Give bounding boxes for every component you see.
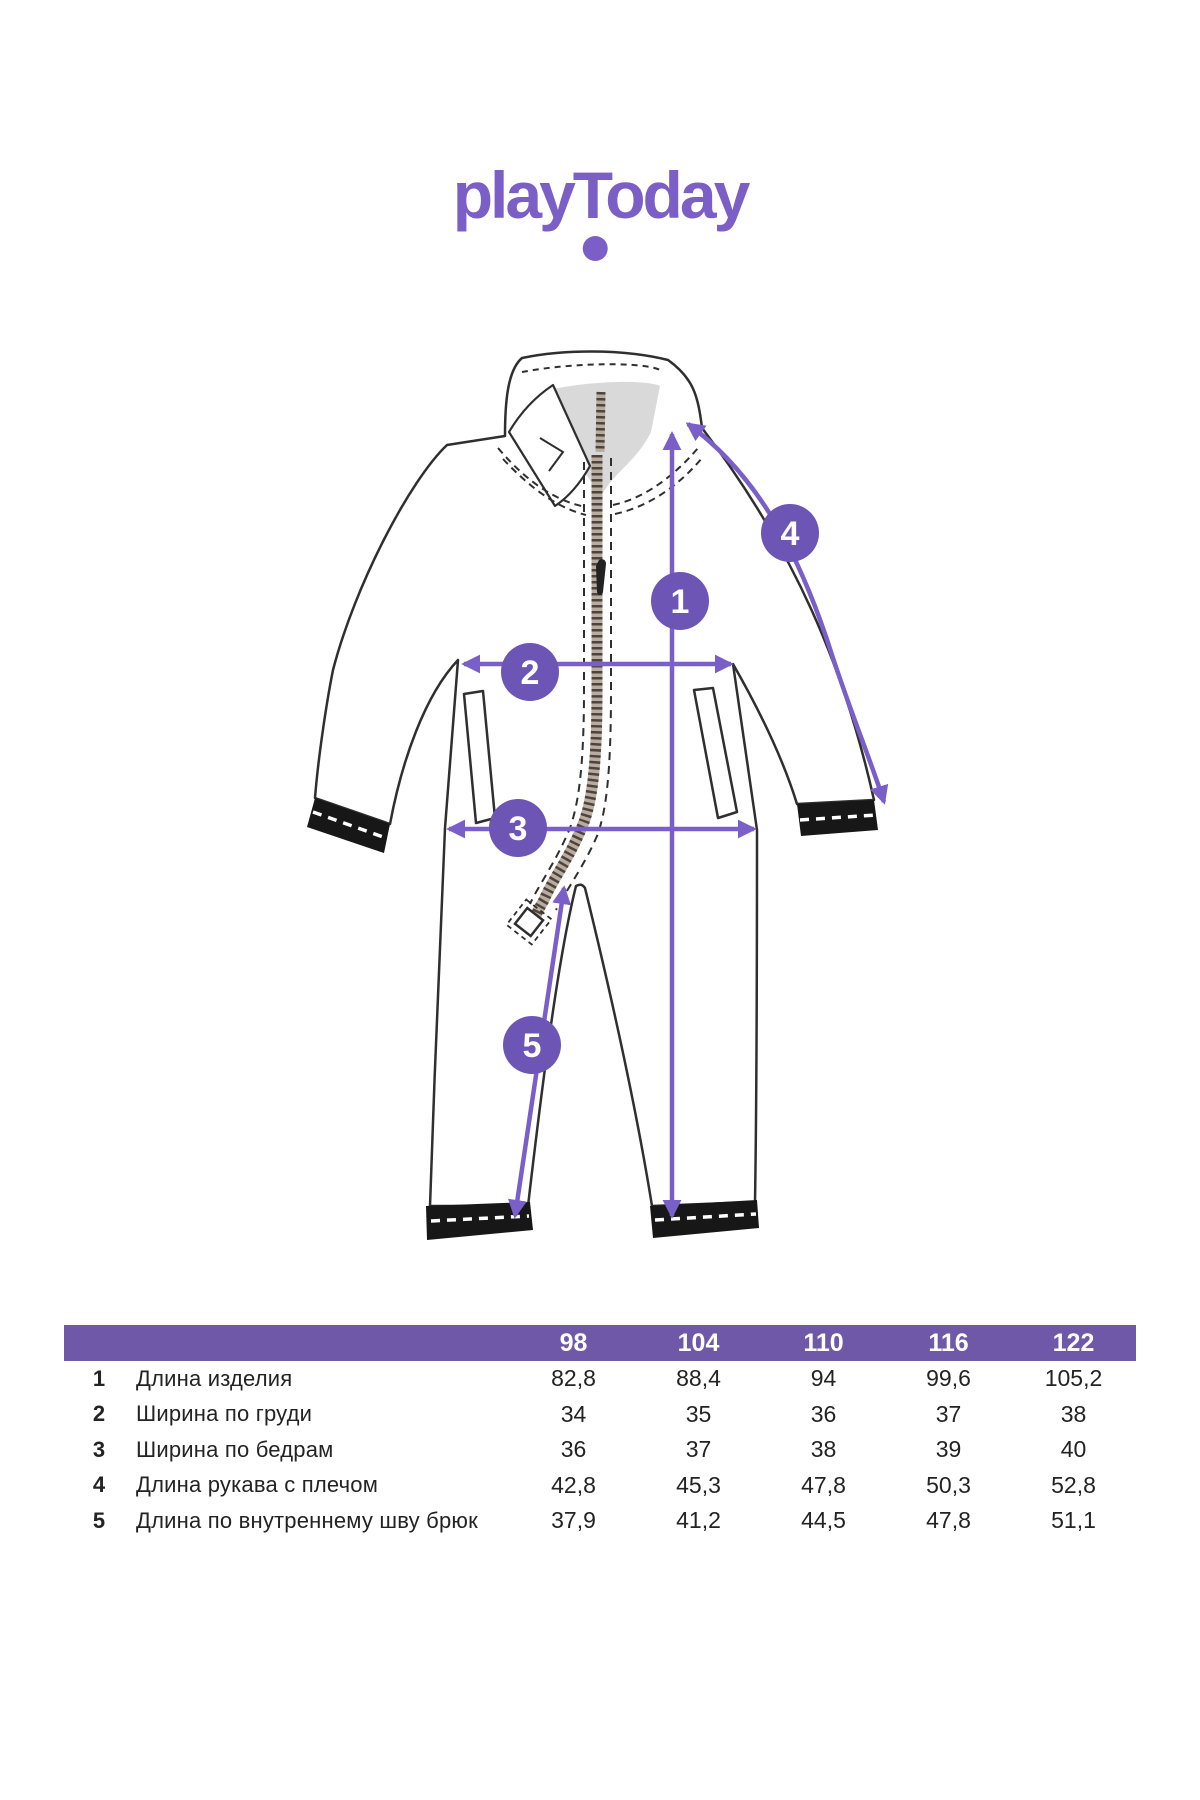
- garment-sketch: [307, 352, 878, 1241]
- measurement-label: Ширина по бедрам: [136, 1436, 334, 1462]
- table-row: [64, 1468, 1136, 1504]
- logo-dot: [583, 236, 608, 261]
- size-diagram-illustration: [250, 280, 950, 1310]
- size-column-header: 122: [1052, 1328, 1095, 1357]
- measurement-value: 52,8: [1051, 1471, 1096, 1498]
- row-number: 4: [92, 1472, 106, 1498]
- measurement-callout-2: [501, 643, 559, 701]
- measurement-value: 47,8: [801, 1471, 846, 1498]
- logo-text-oday: oday: [605, 158, 748, 232]
- measurement-value: 41,2: [676, 1507, 721, 1534]
- size-column-header: 98: [559, 1328, 588, 1357]
- logo-text-t: T: [572, 158, 606, 232]
- measurement-value: 88,4: [676, 1365, 721, 1392]
- brand-logo: [453, 160, 748, 230]
- measurement-value: 37: [685, 1436, 712, 1463]
- measurement-value: 94: [810, 1365, 837, 1392]
- measurement-label: Длина изделия: [136, 1365, 293, 1391]
- svg-text:2: 2: [520, 654, 540, 692]
- measurement-value: 37,9: [551, 1507, 596, 1534]
- svg-text:3: 3: [508, 810, 528, 848]
- svg-text:1: 1: [670, 583, 690, 621]
- measurement-value: 82,8: [551, 1365, 596, 1392]
- measurement-value: 50,3: [926, 1471, 971, 1498]
- size-column-header: 110: [803, 1328, 844, 1357]
- measurement-value: 42,8: [551, 1471, 596, 1498]
- measurement-label: Длина по внутреннему шву брюк: [136, 1507, 478, 1533]
- leg-cuff-right: [650, 1200, 759, 1238]
- measurement-callout-4: [761, 504, 819, 562]
- measurement-label: Ширина по груди: [136, 1401, 313, 1427]
- measurement-value: 45,3: [676, 1471, 721, 1498]
- measurement-value: 99,6: [926, 1365, 971, 1392]
- measurement-value: 39: [935, 1436, 962, 1463]
- measurement-value: 40: [1060, 1436, 1087, 1463]
- svg-text:4: 4: [780, 515, 800, 553]
- measurement-callout-5: [503, 1016, 561, 1074]
- measurement-value: 44,5: [801, 1507, 846, 1534]
- measurement-value: 36: [560, 1436, 587, 1463]
- measurement-value: 36: [810, 1400, 837, 1427]
- table-row: [64, 1397, 1136, 1433]
- measurement-callout-1: [651, 572, 709, 630]
- measurement-callout-3: [489, 799, 547, 857]
- measurement-value: 34: [560, 1400, 587, 1427]
- table-row: [64, 1432, 1136, 1468]
- logo-text-play: play: [452, 158, 573, 232]
- size-column-header: 104: [677, 1328, 720, 1357]
- measurement-value: 37: [935, 1400, 962, 1427]
- measurement-value: 38: [1060, 1400, 1087, 1427]
- size-column-header: 116: [928, 1328, 969, 1357]
- measurement-value: 47,8: [926, 1507, 971, 1534]
- size-table-header: [64, 1325, 1136, 1361]
- table-row: [64, 1503, 1136, 1539]
- measurement-label: Длина рукава с плечом: [136, 1472, 379, 1498]
- row-number: 2: [92, 1401, 106, 1427]
- measurement-value: 38: [810, 1436, 837, 1463]
- size-table: [64, 1325, 1136, 1539]
- row-number: 3: [92, 1436, 106, 1462]
- measurement-value: 105,2: [1044, 1365, 1103, 1392]
- measurement-value: 51,1: [1051, 1507, 1096, 1534]
- row-number: 1: [92, 1365, 106, 1391]
- row-number: 5: [92, 1507, 106, 1533]
- measurement-value: 35: [685, 1400, 712, 1427]
- table-row: [64, 1361, 1136, 1397]
- svg-text:5: 5: [522, 1027, 542, 1065]
